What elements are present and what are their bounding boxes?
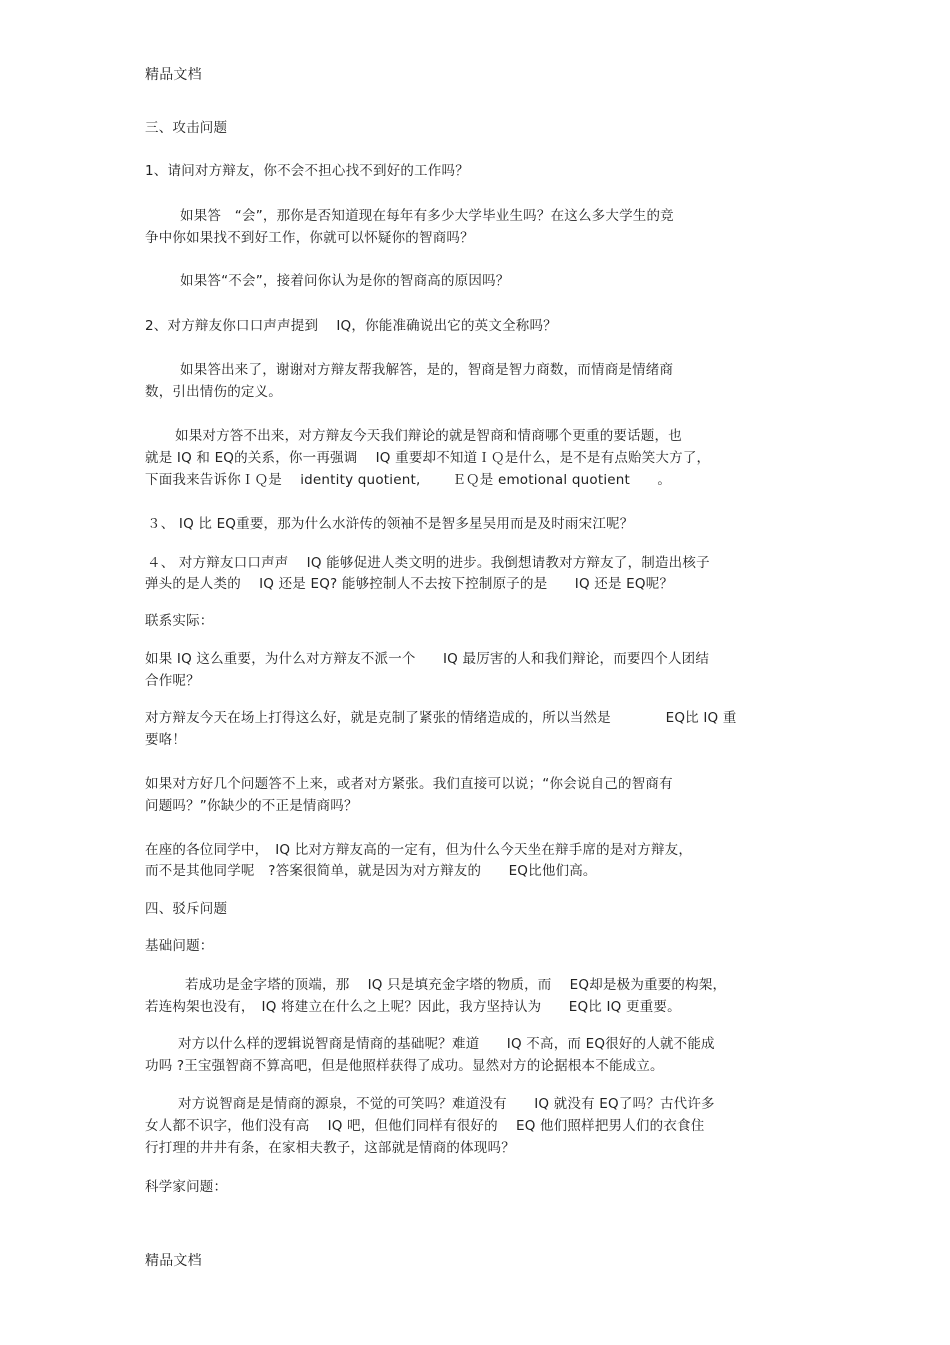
paragraph-line: 要咯！ xyxy=(145,732,187,748)
paragraph-line: 女人都不识字，他们没有高 IQ 吧，但他们同样有很好的 EQ 他们照样把男人们的衣食住 xyxy=(145,1118,705,1134)
paragraph-line: 功吗 ?王宝强智商不算高吧，但是他照样获得了成功。显然对方的论据根本不能成立。 xyxy=(145,1058,664,1074)
paragraph-line: 如果答“不会”，接着问你认为是你的智商高的原因吗？ xyxy=(180,273,510,289)
page-header: 精品文档 xyxy=(145,67,202,83)
section-heading: 四、驳斥问题 xyxy=(145,901,228,917)
paragraph-line: 在座的各位同学中， IQ 比对方辩友高的一定有，但为什么今天坐在辩手席的是对方辩友， xyxy=(145,842,693,858)
paragraph-line: 弹头的是人类的 IQ 还是 EQ? 能够控制人不去按下控制原子的是 IQ 还是 EQ呢？ xyxy=(145,576,674,592)
paragraph-line: 如果答 “会”，那你是否知道现在每年有多少大学毕业生吗？在这么多大学生的竞 xyxy=(180,208,674,224)
page-footer: 精品文档 xyxy=(145,1253,202,1269)
paragraph-line: 如果对方答不出来，对方辩友今天我们辩论的就是智商和情商哪个更重的要话题，也 xyxy=(175,428,682,444)
paragraph-line: 若连构架也没有， IQ 将建立在什么之上呢？因此，我方坚持认为 EQ比 IQ 更重要。 xyxy=(145,999,681,1015)
paragraph-line: 如果 IQ 这么重要，为什么对方辩友不派一个 IQ 最厉害的人和我们辩论，而要四个人团结 xyxy=(145,651,710,667)
paragraph-line: 对方以什么样的逻辑说智商是情商的基础呢？难道 IQ 不高，而 EQ很好的人就不能成 xyxy=(178,1036,715,1052)
question-2: 2、对方辩友你口口声声提到 IQ，你能准确说出它的英文全称吗？ xyxy=(145,318,557,334)
subheading: 联系实际： xyxy=(145,613,214,629)
paragraph-line: 若成功是金字塔的顶端，那 IQ 只是填充金字塔的物质，而 EQ却是极为重要的构架， xyxy=(185,977,727,993)
question-4: ４、 对方辩友口口声声 IQ 能够促进人类文明的进步。我倒想请教对方辩友了，制造出核子 xyxy=(147,555,710,571)
subheading: 科学家问题： xyxy=(145,1179,228,1195)
paragraph-line: 就是 IQ 和 EQ的关系，你一再强调 IQ 重要却不知道ＩＱ是什么，是不是有点贻笑大方了， xyxy=(145,450,711,466)
subheading: 基础问题： xyxy=(145,938,214,954)
paragraph-line: 如果对方好几个问题答不上来，或者对方紧张。我们直接可以说；“你会说自己的智商有 xyxy=(145,776,673,792)
paragraph-line: 如果答出来了，谢谢对方辩友帮我解答，是的，智商是智力商数，而情商是情绪商 xyxy=(180,362,674,378)
paragraph-line: 下面我来告诉你ＩＱ是 identity quotient, ＥＱ是 emotional quotient 。 xyxy=(145,472,672,488)
question-1: 1、请问对方辩友，你不会不担心找不到好的工作吗？ xyxy=(145,163,469,179)
paragraph-line: 对方辩友今天在场上打得这么好，就是克制了紧张的情绪造成的，所以当然是 EQ比 IQ 重 xyxy=(145,710,737,726)
question-3: ３、 IQ 比 EQ重要，那为什么水浒传的领袖不是智多星吴用而是及时雨宋江呢？ xyxy=(147,516,634,532)
paragraph-line: 问题吗？”你缺少的不正是情商吗？ xyxy=(145,798,358,814)
paragraph-line: 而不是其他同学呢 ?答案很简单，就是因为对方辩友的 EQ比他们高。 xyxy=(145,863,597,879)
paragraph-line: 对方说智商是是情商的源泉，不觉的可笑吗？难道没有 IQ 就没有 EQ了吗？古代许多 xyxy=(178,1096,715,1112)
section-heading: 三、攻击问题 xyxy=(145,120,228,136)
paragraph-line: 数，引出情伤的定义。 xyxy=(145,384,282,400)
paragraph-line: 行打理的井井有条，在家相夫教子，这部就是情商的体现吗？ xyxy=(145,1140,515,1156)
paragraph-line: 争中你如果找不到好工作，你就可以怀疑你的智商吗？ xyxy=(145,230,474,246)
paragraph-line: 合作呢？ xyxy=(145,673,200,689)
